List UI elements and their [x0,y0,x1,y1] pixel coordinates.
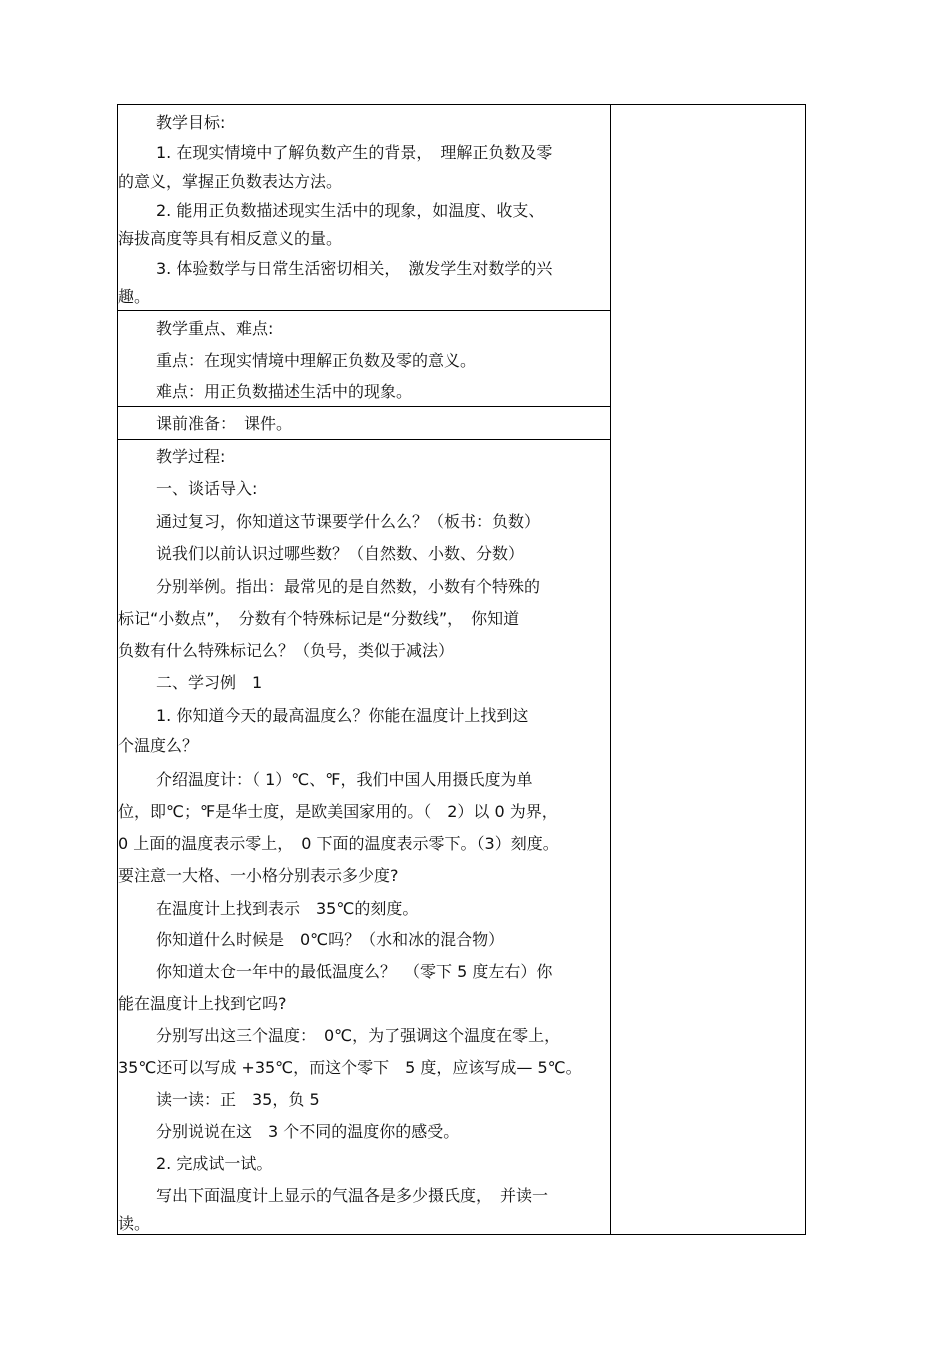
preparation-section [118,407,610,440]
preparation-text: 课前准备： 课件。 [156,414,293,433]
process-line: 2. 完成试一试。 [156,1154,273,1173]
process-line: 分别写出这三个温度： 0℃，为了强调这个温度在零上， [156,1026,561,1045]
objectives-line: 3. 体验数学与日常生活密切相关， 激发学生对数学的兴 [156,259,553,278]
objectives-line: 海拔高度等具有相反意义的量。 [118,229,343,248]
lesson-plan-table [117,104,806,1235]
process-line: 位，即℃；℉是华士度，是欧美国家用的。（ 2）以 0 为界， [118,802,558,821]
process-line: 35℃还可以写成 +35℃，而这个零下 5 度，应该写成— 5℃。 [118,1058,582,1077]
key-points-section [118,311,610,407]
objectives-section [118,105,610,311]
objectives-line: 1. 在现实情境中了解负数产生的背景， 理解正负数及零 [156,143,553,162]
process-line: 1. 你知道今天的最高温度么？你能在温度计上找到这 [156,706,529,725]
process-section [118,440,610,1234]
key-point-line: 难点：用正负数描述生活中的现象。 [156,382,413,401]
process-line: 能在温度计上找到它吗? [118,994,287,1013]
key-points-heading: 教学重点、难点: [156,319,274,338]
process-line: 一、谈话导入: [156,479,258,498]
objectives-heading: 教学目标: [156,113,226,132]
notes-column [611,105,805,1234]
process-line: 说我们以前认识过哪些数？（自然数、小数、分数） [156,544,525,563]
process-line: 负数有什么特殊标记么？（负号，类似于减法） [118,641,455,660]
process-line: 二、学习例 1 [156,673,263,692]
process-line: 你知道太仓一年中的最低温度么？ （零下 5 度左右）你 [156,962,553,981]
main-column [118,105,610,1234]
process-line: 在温度计上找到表示 35℃的刻度。 [156,899,419,918]
objectives-line: 2. 能用正负数描述现实生活中的现象，如温度、收支、 [156,201,545,220]
process-heading: 教学过程: [156,447,226,466]
process-line: 标记“小数点”， 分数有个特殊标记是“分数线”， 你知道 [118,609,520,628]
process-line: 0 上面的温度表示零上， 0 下面的温度表示零下。（3）刻度。 [118,834,559,853]
process-line: 分别举例。指出：最常见的是自然数，小数有个特殊的 [156,577,541,596]
process-line: 读一读：正 35，负 5 [156,1090,320,1109]
key-point-line: 重点：在现实情境中理解正负数及零的意义。 [156,351,477,370]
objectives-line: 的意义，掌握正负数表达方法。 [118,172,343,191]
process-line: 你知道什么时候是 0℃吗？（水和冰的混合物） [156,930,505,949]
process-line: 介绍温度计：（ 1）℃、℉，我们中国人用摄氏度为单 [156,770,533,789]
process-line: 读。 [118,1214,151,1233]
process-line: 通过复习，你知道这节课要学什么么？（板书：负数） [156,512,541,531]
objectives-line: 趣。 [118,287,151,306]
process-line: 个温度么？ [118,736,199,755]
process-line: 要注意一大格、一小格分别表示多少度? [118,866,399,885]
process-line: 分别说说在这 3 个不同的温度你的感受。 [156,1122,460,1141]
process-line: 写出下面温度计上显示的气温各是多少摄氏度， 并读一 [156,1186,549,1205]
